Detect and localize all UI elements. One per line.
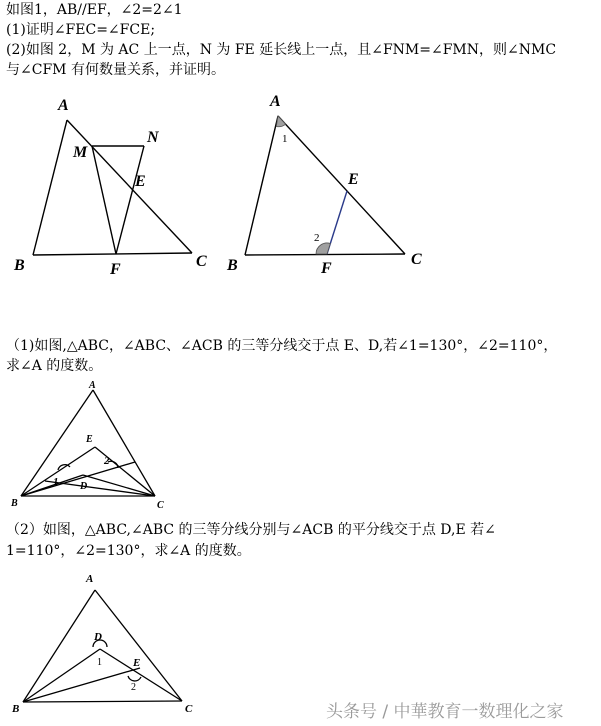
fig2-segment-ab xyxy=(245,116,278,255)
fig4-label-a: A xyxy=(86,573,94,585)
fig4-label-b: B xyxy=(12,703,20,715)
problem1-line4: 与∠CFM 有何数量关系，并证明。 xyxy=(6,62,225,78)
fig4-segment-bc xyxy=(23,701,182,702)
fig3-label-d: D xyxy=(80,481,88,492)
watermark-text: 头条号 / 中華教育一数理化之家 xyxy=(326,702,564,722)
fig1-label-m: M xyxy=(73,144,88,161)
fig4-segment-bd xyxy=(23,649,100,702)
fig4-angle1-label: 1 xyxy=(97,657,102,668)
figure-1 xyxy=(33,120,192,255)
fig1-label-f: F xyxy=(110,261,121,278)
problem3-line1: （2）如图，△ABC,∠ABC 的三等分线分别与∠ACB 的平分线交于点 D,E 若∠ xyxy=(6,522,496,538)
fig2-label-b: B xyxy=(227,257,238,274)
fig1-segment-fn xyxy=(116,146,144,254)
fig4-segment-dc xyxy=(100,649,182,701)
figure-2 xyxy=(245,116,405,255)
fig3-label-a: A xyxy=(89,380,96,391)
fig4-segment-ab xyxy=(23,590,95,702)
fig4-angle2-label: 2 xyxy=(131,682,136,693)
fig2-label-c: C xyxy=(411,251,422,268)
problem1-line1: 如图1，AB//EF，∠2=2∠1 xyxy=(6,2,183,18)
problem2-line1: （1)如图,△ABC，∠ABC、∠ACB 的三等分线交于点 E、D,若∠1=130°，∠2=110°， xyxy=(6,338,558,354)
fig2-segment-ac xyxy=(278,116,405,254)
fig4-label-d: D xyxy=(94,631,102,643)
fig1-label-e: E xyxy=(135,173,146,190)
fig4-segment-be xyxy=(23,668,140,702)
fig3-angle2-label: 2 xyxy=(104,455,110,467)
fig3-label-c: C xyxy=(157,500,164,511)
fig4-label-c: C xyxy=(185,703,193,715)
fig1-segment-bc xyxy=(33,253,192,255)
fig2-label-a: A xyxy=(270,93,281,110)
problem1-line2: (1)证明∠FEC=∠FCE; xyxy=(6,22,156,38)
fig1-label-c: C xyxy=(196,253,207,270)
fig1-segment-ac xyxy=(67,120,192,253)
fig4-label-e: E xyxy=(133,657,141,669)
fig2-label-f: F xyxy=(321,260,332,277)
fig1-label-a: A xyxy=(58,97,69,114)
fig2-angle1-label: 1 xyxy=(282,133,288,145)
fig3-label-b: B xyxy=(11,498,18,509)
figure-4 xyxy=(23,590,182,702)
fig1-segment-mf xyxy=(92,146,116,254)
fig3-angle1-label: 1 xyxy=(53,476,59,488)
fig2-label-e: E xyxy=(348,171,359,188)
problem1-line3: (2)如图 2，M 为 AC 上一点，N 为 FE 延长线上一点，且∠FNM=∠FMN，则∠NMC xyxy=(6,42,557,58)
problem2-line2: 求∠A 的度数。 xyxy=(6,358,103,374)
fig1-label-n: N xyxy=(147,129,159,146)
fig3-label-e: E xyxy=(86,434,93,445)
fig1-segment-ab xyxy=(33,120,67,255)
fig4-angle2-arc xyxy=(128,676,141,681)
fig4-segment-ac xyxy=(95,590,182,701)
problem3-line2: 1=110°，∠2=130°，求∠A 的度数。 xyxy=(6,543,251,559)
fig2-angle2-label: 2 xyxy=(314,232,320,244)
fig2-angle1-arc xyxy=(276,116,285,127)
fig1-label-b: B xyxy=(14,257,25,274)
